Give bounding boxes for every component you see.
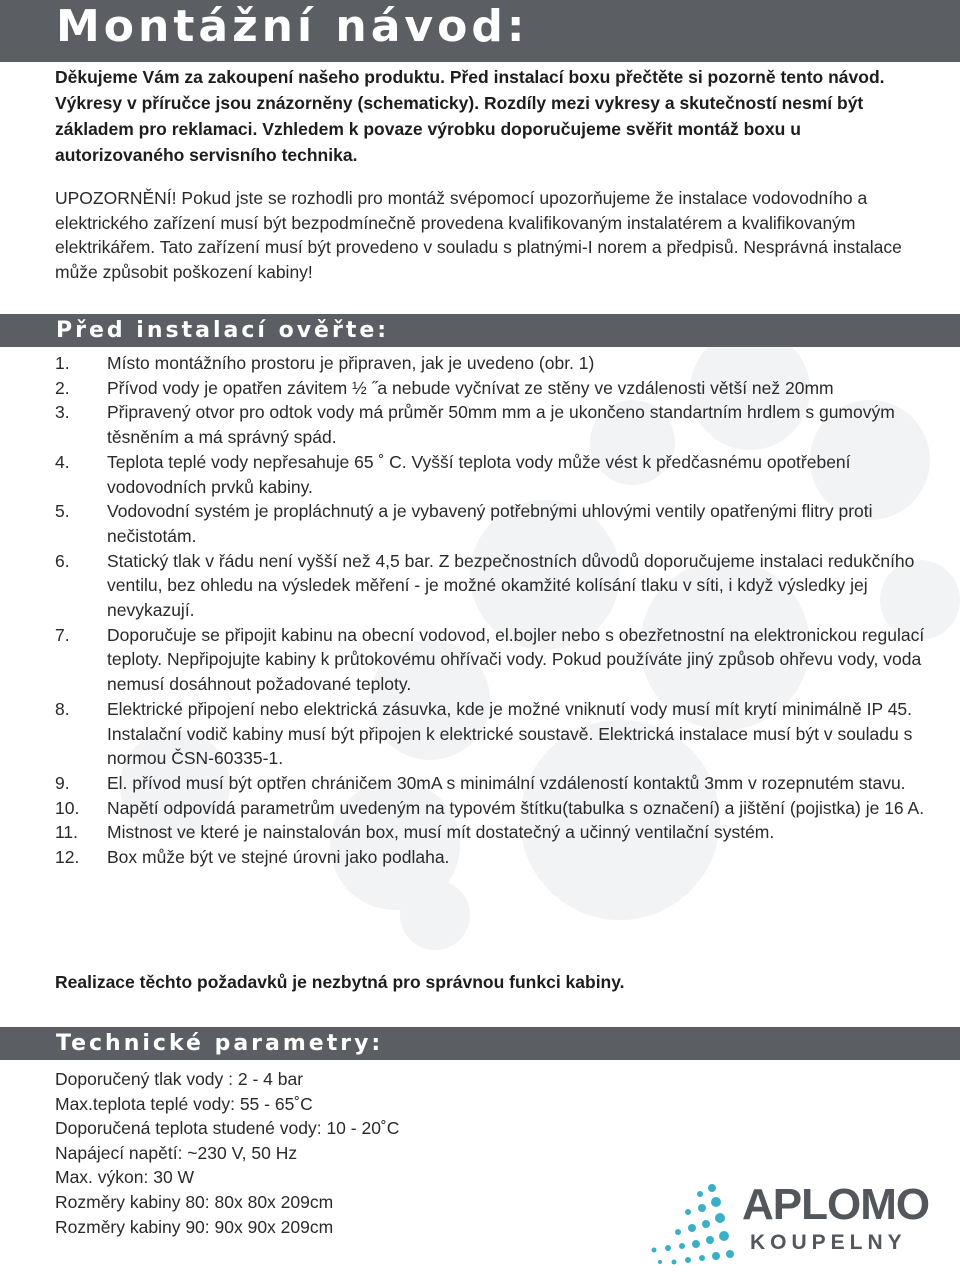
- param-item: Rozměry kabiny 90: 90x 90x 209cm: [55, 1216, 334, 1237]
- list-text: Doporučuje se připojit kabinu na obecní vodovod, el.bojler nebo s obezřetnostní na elektronickou regulací teploty. Nepřipojujte kabiny k průtokovému ohřívači vody. Pokud používáte jiný způsob ohřevu vody, voda nemusí dosáhnout požadované teploty.: [107, 624, 925, 695]
- list-number: 11.: [55, 822, 79, 843]
- warning-paragraph: UPOZORNĚNÍ! Pokud jste se rozhodli pro montáž svépomocí upozorňujeme že instalace vodovodního a elektrického zařízení musí být bezpodmínečně provedena kvalifikovaným instalatérem a kvalifikovaným elektrikářem. Tato zařízení musí být provedeno v souladu s platnými-I norem a předpisů. Nesprávná instalace může způsobit poškození kabiny!: [55, 188, 902, 282]
- list-text: Statický tlak v řádu není vyšší než 4,5 bar. Z bezpečnostních důvodů doporučujeme instalaci redukčního ventilu, bez ohledu na výsledek měření - je možné okamžité kolísání tlaku v síti, i když výsledky jej nevykazují.: [107, 550, 915, 621]
- list-item: [55, 549, 925, 623]
- logo-brand-text: APLOMO: [742, 1180, 930, 1229]
- section-header-check: [0, 314, 960, 347]
- list-number: 9.: [55, 772, 70, 793]
- list-text: Teplota teplé vody nepřesahuje 65 ˚ C. Vyšší teplota vody může vést k předčasnému opotřebení vodovodních prvků kabiny.: [107, 451, 851, 497]
- param-item: Max.teplota teplé vody: 55 - 65˚C: [55, 1093, 313, 1114]
- list-text: Připravený otvor pro odtok vody má průměr 50mm mm a je ukončeno standartním hrdlem s gumovým těsněním a má správný spád.: [107, 402, 895, 448]
- list-number: 2.: [55, 377, 70, 398]
- list-text: El. přívod musí být optřen chráničem 30mA s minimální vzdáleností kontaktů 3mm v rozepnutém stavu.: [107, 772, 906, 793]
- logo-dots-icon: [640, 1180, 740, 1270]
- list-item: [55, 623, 925, 697]
- brand-logo: [640, 1180, 940, 1270]
- list-item: [55, 376, 925, 401]
- list-text: Mistnost ve které je nainstalován box, musí mít dostatečný a učinný ventilační systém.: [107, 822, 775, 843]
- list-item: [55, 499, 925, 548]
- closing-note: Realizace těchto požadavků je nezbytná pro správnou funkci kabiny.: [55, 972, 625, 992]
- list-item: [55, 820, 925, 845]
- list-item: [55, 697, 925, 771]
- logo-sub-text: KOUPELNY: [750, 1231, 907, 1254]
- param-item: Doporučená teplota studené vody: 10 - 20˚C: [55, 1118, 400, 1139]
- section-title-params: Technické parametry:: [56, 1031, 384, 1056]
- param-item: Max. výkon: 30 W: [55, 1167, 195, 1188]
- list-text: Přívod vody je opatřen závitem ½ ˝a nebude vyčnívat ze stěny ve vzdálenosti větší než 20mm: [107, 377, 834, 398]
- list-number: 10.: [55, 797, 80, 818]
- list-text: Vodovodní systém je propláchnutý a je vybavený potřebnými uhlovými ventily opatřenými flitry proti nečistotám.: [107, 501, 873, 546]
- param-item: Doporučený tlak vody : 2 - 4 bar: [55, 1069, 304, 1089]
- params-list: [55, 1067, 399, 1239]
- list-item: [55, 351, 925, 376]
- background-bubble: [400, 880, 470, 950]
- checklist: [55, 351, 925, 870]
- list-number: 6.: [55, 550, 70, 571]
- list-item: [55, 771, 925, 796]
- list-number: 3.: [55, 402, 70, 423]
- list-number: 5.: [55, 501, 70, 522]
- param-item: Rozměry kabiny 80: 80x 80x 209cm: [55, 1191, 334, 1212]
- list-number: 7.: [55, 624, 70, 645]
- page-title: Montážní návod:: [56, 1, 529, 52]
- list-text: Napětí odpovídá parametrům uvedeným na typovém štítku(tabulka s označení) a jištění (pojistka) je 16 A.: [107, 797, 925, 818]
- param-item: Napájecí napětí: ~230 V, 50 Hz: [55, 1142, 298, 1163]
- list-text: Elektrické připojení nebo elektrická zásuvka, kde je možné vniknutí vody musí mít krytí minimálně IP 45. Instalační vodič kabiny musí být připojen k elektrické soustavě. Elektrická instalace musí být v souladu s normou ČSN-60335-1.: [107, 698, 913, 769]
- section-header-params: [0, 1027, 960, 1060]
- list-text: Box může být ve stejné úrovni jako podlaha.: [107, 847, 450, 868]
- list-number: 12.: [55, 847, 80, 868]
- section-title-check: Před instalací ověřte:: [56, 318, 390, 343]
- list-item: [55, 796, 925, 821]
- list-number: 1.: [55, 353, 70, 373]
- list-item: [55, 845, 925, 870]
- list-item: [55, 400, 925, 449]
- list-item: [55, 450, 925, 499]
- list-number: 8.: [55, 698, 70, 719]
- intro-paragraph: Děkujeme Vám za zakoupení našeho produktu. Před instalací boxu přečtěte si pozorně tento návod. Výkresy v příručce jsou znázorněny (schematicky). Rozdíly mezi vykresy a skutečností nesmí být základem pro reklamaci. Vzhledem k povaze výrobku doporučujeme svěřit montáž boxu u autorizovaného servisního technika.: [55, 67, 885, 165]
- list-number: 4.: [55, 451, 70, 472]
- title-bar: [0, 0, 960, 62]
- list-text: Místo montážního prostoru je připraven, jak je uvedeno (obr. 1): [107, 353, 595, 373]
